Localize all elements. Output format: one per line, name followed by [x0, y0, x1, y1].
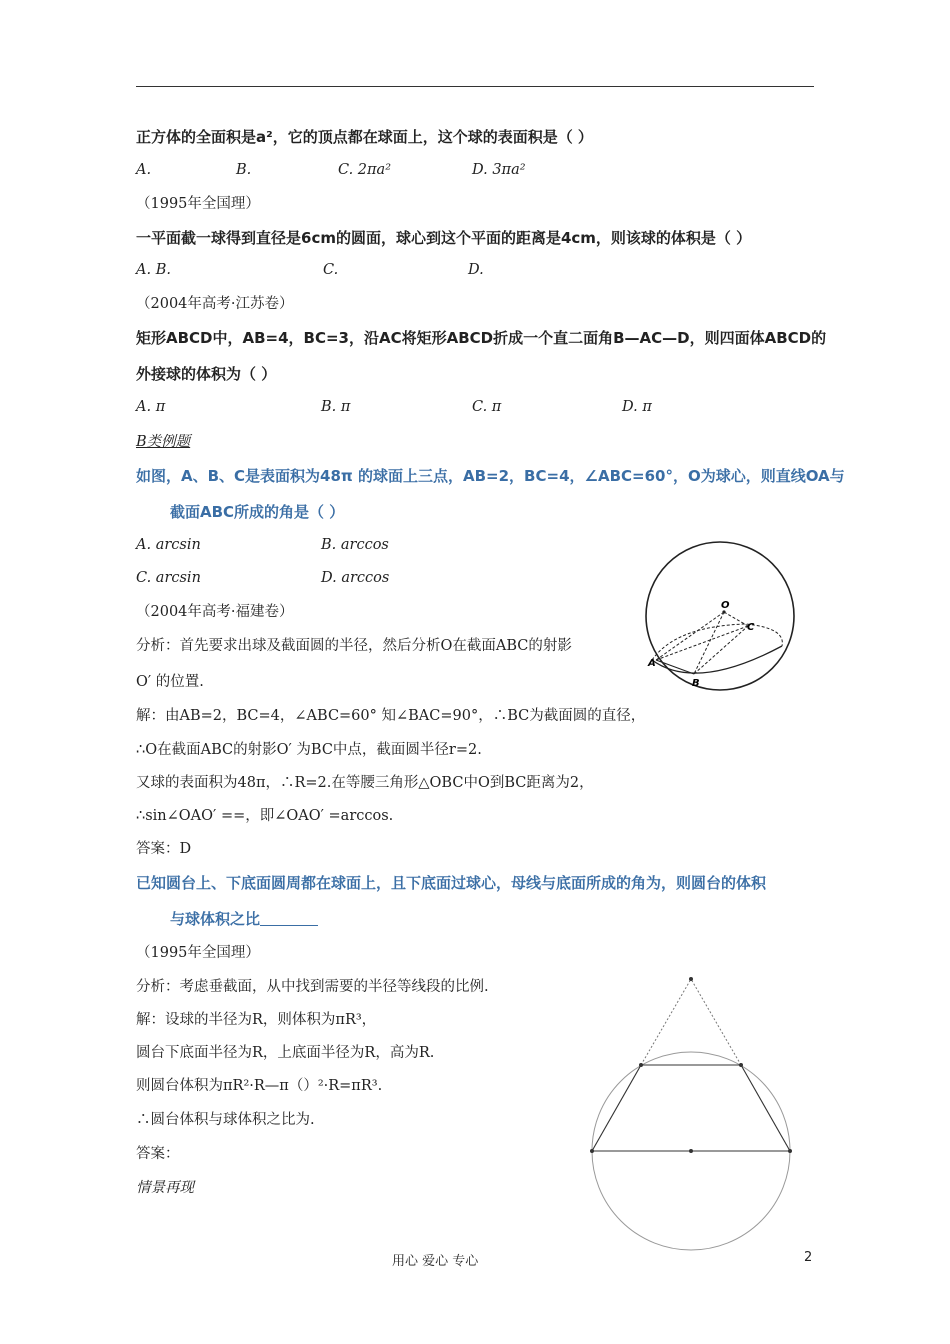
left-slant: [592, 1065, 641, 1151]
q2-stem: 一平面截一球得到直径是6cm的圆面，球心到这个平面的距离是4cm，则该球的体积是（ ）: [136, 229, 752, 247]
ex1-source: （2004年高考·福建卷）: [136, 604, 294, 620]
q2-option-c: C.: [323, 262, 339, 278]
answer-blank: [260, 911, 318, 926]
section-b-heading: B类例题: [136, 434, 191, 450]
ex2-answer: 答案：: [136, 1146, 180, 1162]
q3-stem-line2: 外接球的体积为（ ）: [136, 365, 277, 383]
lower-left-point: [590, 1149, 594, 1153]
q3-stem-line1: 矩形ABCD中，AB=4，BC=3，沿AC将矩形ABCD折成一个直二面角B—AC—D，则四面体ABCD的: [136, 329, 827, 347]
q3-option-c: C. π: [472, 399, 502, 415]
center-point: [689, 1149, 693, 1153]
segment-ab: [656, 660, 694, 674]
ex2-solution-1: 解：设球的半径为R，则体积为πR³，: [136, 1012, 377, 1028]
frustum-figure: [584, 970, 800, 1256]
ex1-option-b: B. arccos: [321, 537, 389, 553]
ex1-option-d: D. arccos: [321, 570, 390, 586]
ex1-stem-line1: 如图，A、B、C是表面积为48π 的球面上三点，AB=2，BC=4，∠ABC=60°，O为球心，则直线OA与: [136, 467, 845, 485]
ex1-analysis-line2: O′ 的位置.: [136, 674, 204, 690]
page-number: 2: [804, 1250, 813, 1265]
q1-source: （1995年全国理）: [136, 196, 260, 212]
ex1-answer: 答案：D: [136, 841, 192, 857]
q3-option-a: A. π: [136, 399, 166, 415]
q3-option-d: D. π: [622, 399, 652, 415]
ex1-solution-1: 解：由AB=2，BC=4，∠ABC=60° 知∠BAC=90°，∴BC为截面圆的直径，: [136, 708, 646, 724]
ex2-source: （1995年全国理）: [136, 945, 260, 961]
ex1-option-a: A. arcsin: [136, 537, 201, 553]
q1-option-d: D. 3πa²: [472, 162, 526, 178]
ex1-option-c: C. arcsin: [136, 570, 201, 586]
scene-heading: 情景再现: [136, 1180, 194, 1196]
header-rule: [136, 86, 814, 87]
q2-source: （2004年高考·江苏卷）: [136, 296, 294, 312]
q1-option-b: B.: [236, 162, 252, 178]
ex2-stem-line1: 已知圆台上、下底面圆周都在球面上，且下底面过球心，母线与底面所成的角为，则圆台的体积: [136, 874, 767, 892]
upper-left-point: [639, 1063, 643, 1067]
ex2-stem-line2-text: 与球体积之比: [170, 910, 261, 928]
sphere-figure: [636, 536, 806, 696]
label-a: A: [648, 658, 656, 669]
label-o: O: [721, 600, 730, 611]
ex1-stem-line2: 截面ABC所成的角是（ ）: [170, 503, 345, 521]
ex1-solution-2: ∴O在截面ABC的射影O′ 为BC中点，截面圆半径r=2.: [136, 742, 482, 758]
q1-option-c: C. 2πa²: [338, 162, 392, 178]
q1-stem: 正方体的全面积是a²，它的顶点都在球面上，这个球的表面积是（ ）: [136, 128, 593, 146]
q1-option-a: A.: [136, 162, 152, 178]
label-b: B: [692, 678, 700, 689]
sphere-outline: [646, 542, 794, 690]
ex2-stem-line2: [170, 909, 318, 929]
q2-option-ab: A. B.: [136, 262, 171, 278]
ex1-solution-3: 又球的表面积为48π，∴R=2.在等腰三角形△OBC中O到BC距离为2，: [136, 775, 594, 791]
section-front-arc: [652, 646, 782, 673]
q2-option-d: D.: [468, 262, 484, 278]
label-c: C: [747, 622, 755, 633]
ex2-analysis: 分析：考虑垂截面，从中找到需要的半径等线段的比例.: [136, 979, 489, 995]
q3-option-b: B. π: [321, 399, 351, 415]
apex-point: [689, 977, 693, 981]
ex1-analysis-line1: 分析：首先要求出球及截面圆的半径，然后分析O在截面ABC的射影: [136, 638, 572, 654]
ex2-solution-3: 则圆台体积为πR²·R—π（）²·R=πR³.: [136, 1078, 383, 1094]
lower-right-point: [788, 1149, 792, 1153]
ex2-solution-4: ∴圆台体积与球体积之比为.: [136, 1112, 315, 1128]
footer-motto: 用心 爱心 专心: [392, 1254, 479, 1269]
segment-oa: [656, 612, 724, 660]
segment-ac: [656, 626, 748, 660]
upper-right-point: [739, 1063, 743, 1067]
segment-bc: [694, 626, 748, 674]
ex1-solution-4: ∴sin∠OAO′ ==，即∠OAO′ =arccos.: [136, 808, 394, 824]
segment-ob: [694, 612, 724, 674]
ex2-solution-2: 圆台下底面半径为R，上底面半径为R，高为R.: [136, 1045, 435, 1061]
right-slant: [741, 1065, 790, 1151]
